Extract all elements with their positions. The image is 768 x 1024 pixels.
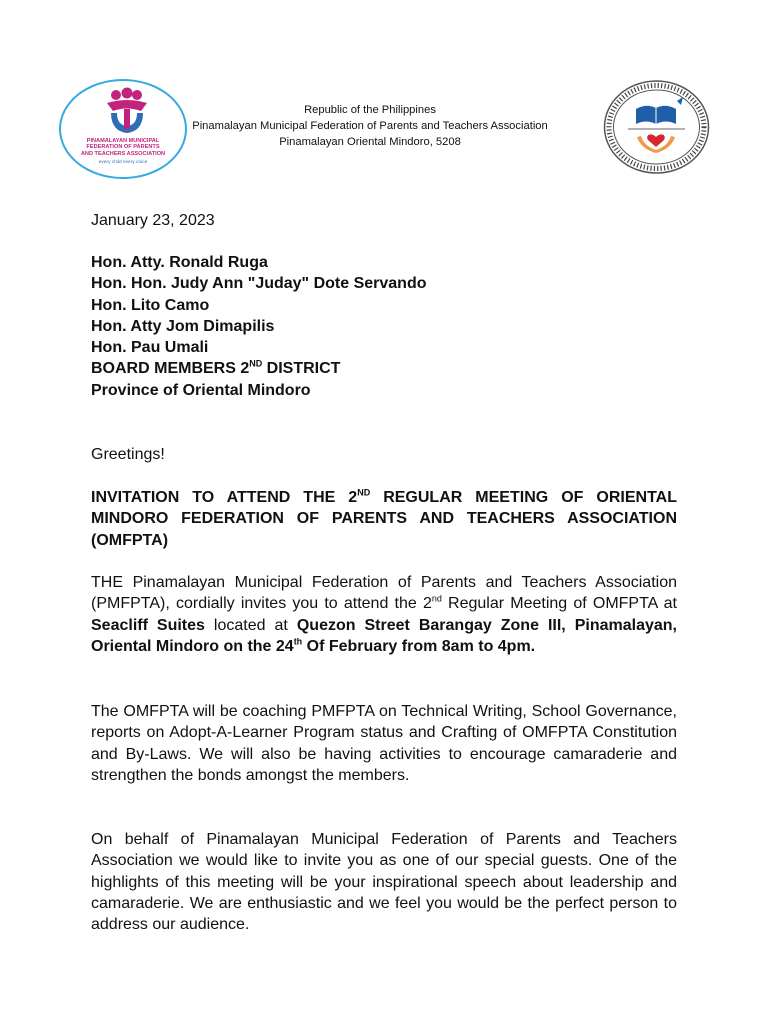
board-members-line <box>91 358 677 379</box>
addressee-2: Hon. Hon. Judy Ann "Juday" Dote Servando <box>91 275 427 293</box>
subject-text-post: REGULAR MEETING OF ORIENTAL MINDORO FEDERATION OF PARENTS AND TEACHERS ASSOCIATION (OMFPTA) <box>91 489 677 549</box>
addressee-1: Hon. Atty. Ronald Ruga <box>91 254 268 271</box>
letterhead-line3: Pinamalayan Oriental Mindoro, 5208 <box>279 136 461 148</box>
addressee-5: Hon. Pau Umali <box>91 339 209 357</box>
board-text: BOARD MEMBERS 2 <box>91 360 250 378</box>
meeting-schedule: Of February from 8am to 4pm. <box>302 637 536 655</box>
addressee-3: Hon. Lito Camo <box>91 296 210 314</box>
venue-address: Quezon Street Barangay Zone III, Pinamalayan, Oriental Mindoro on the 24 <box>91 616 678 655</box>
logo-text-line1: PINAMALAYAN MUNICIPAL <box>86 138 160 144</box>
letterhead-line2: Pinamalayan Municipal Federation of Parents and Teachers Association <box>192 120 548 132</box>
subject-sup: ND <box>357 487 371 498</box>
board-text-post: DISTRICT <box>262 360 341 378</box>
addressee-block <box>91 252 677 401</box>
para1-text-2: Regular Meeting of OMFPTA at <box>441 595 677 613</box>
para1-sup: nd <box>431 593 442 604</box>
para1-text-3: located at <box>204 616 297 634</box>
logo-text-line3: AND TEACHERS ASSOCIATION <box>80 150 166 157</box>
date-sup: th <box>293 636 303 647</box>
subject-text: INVITATION TO ATTEND THE 2 <box>91 489 358 506</box>
logo-tagline: every child every voice <box>98 160 148 166</box>
para1-text: THE Pinamalayan Municipal Federation of Parents and Teachers Association (PMFPTA), cordially invites you to attend the 2 <box>91 574 677 613</box>
greeting: Greetings! <box>91 446 165 463</box>
omfpta-seal-logo <box>603 79 710 175</box>
letterhead <box>160 102 580 150</box>
paragraph-request: On behalf of Pinamalayan Municipal Federation of Parents and Teachers Association we would like to invite you as one of our special guests. One of the highlights of this meeting will be your inspirational speech about leadership and camaraderie. We are enthusiastic and we feel you would be the perfect person to address our audience. <box>91 831 677 934</box>
addressee-4: Hon. Atty Jom Dimapilis <box>91 317 275 335</box>
book-heart-hands-seal-icon <box>603 79 710 175</box>
logo-text-line2: FEDERATION OF PARENTS <box>86 144 160 151</box>
province-line: Province of Oriental Mindoro <box>91 381 311 399</box>
letterhead-line1: Republic of the Philippines <box>304 104 436 116</box>
paragraph-agenda: The OMFPTA will be coaching PMFPTA on Technical Writing, School Governance, reports on Adopt-A-Learner Program status and Crafting of OMFPTA Constitution and By-Laws. We will also be having activities to encourage camaraderie and strengthen the bonds amongst the members. <box>91 703 677 784</box>
venue-name: Seacliff Suites <box>91 616 205 634</box>
paragraph-invitation <box>91 572 677 657</box>
board-sup: ND <box>249 359 263 370</box>
subject-line <box>91 487 677 551</box>
letter-date: January 23, 2023 <box>91 212 215 229</box>
